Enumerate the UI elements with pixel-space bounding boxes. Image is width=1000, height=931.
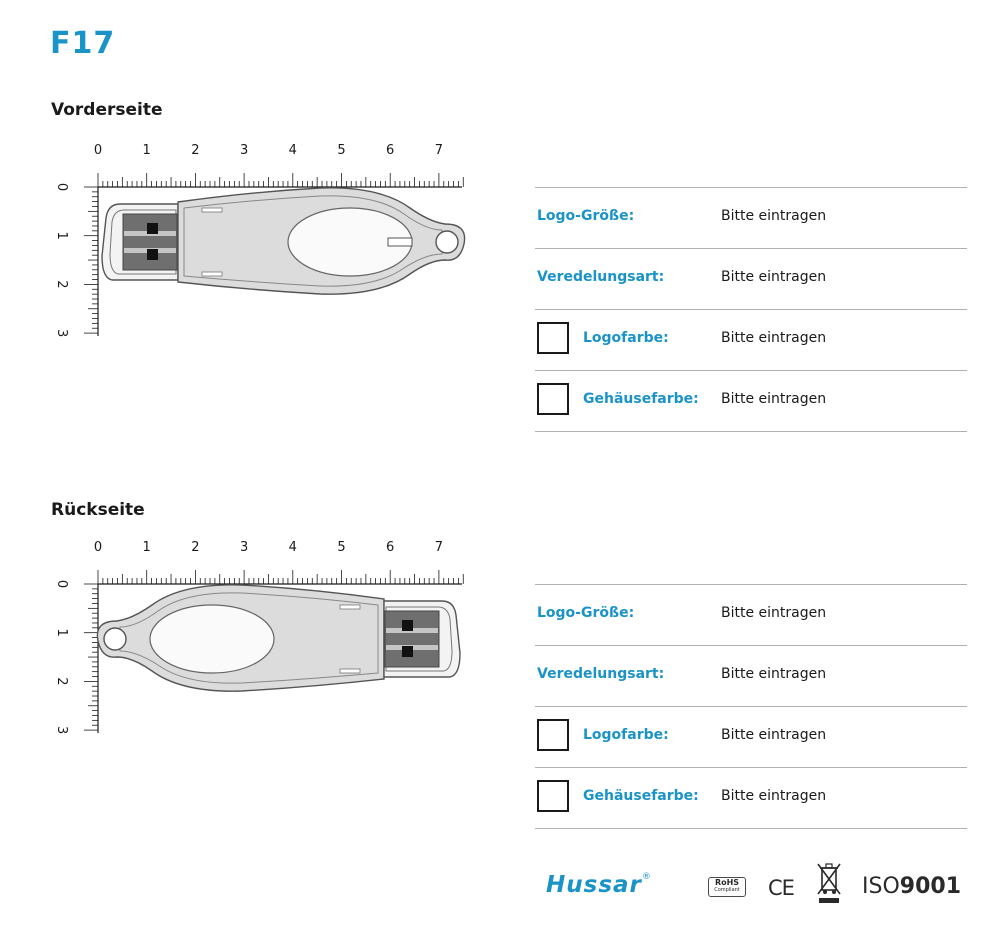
- front-case-color-swatch[interactable]: [537, 383, 569, 415]
- ruler-top-label: 7: [434, 540, 444, 555]
- brand-registered-mark: ®: [641, 872, 652, 882]
- front-case-color-label: Gehäusefarbe:: [583, 391, 699, 407]
- ruler-left-label: 1: [54, 628, 69, 637]
- ruler-top-label: 2: [191, 540, 200, 555]
- back-case-color-swatch[interactable]: [537, 780, 569, 812]
- back-finish-row: [535, 645, 967, 706]
- back-logo-color-swatch[interactable]: [537, 719, 569, 751]
- back-section-title: Rückseite: [51, 500, 145, 520]
- front-ruler-left: [54, 183, 98, 337]
- ruler-top-label: 1: [142, 540, 151, 555]
- ruler-top-label: 5: [337, 540, 346, 555]
- front-logo-color-label: Logofarbe:: [583, 330, 669, 346]
- back-usb-drawing: [50, 533, 470, 743]
- ruler-top-label: 4: [288, 143, 297, 158]
- front-finish-value[interactable]: Bitte eintragen: [721, 269, 827, 285]
- back-logo-color-row: [535, 706, 967, 767]
- footer-certifications: [546, 862, 966, 912]
- front-finish-label: Veredelungsart:: [537, 269, 665, 285]
- front-usb-body: [102, 188, 465, 294]
- ruler-top-label: 1: [142, 143, 151, 158]
- ce-mark: CE: [768, 876, 794, 900]
- ruler-top-label: 3: [239, 540, 249, 555]
- front-drawing-svg: [50, 136, 470, 346]
- back-ruler-top: [94, 540, 463, 584]
- brand-logo: [546, 872, 652, 898]
- ruler-left-label: 2: [54, 280, 69, 289]
- back-finish-label: Veredelungsart:: [537, 666, 665, 682]
- ruler-top-label: 6: [386, 540, 395, 555]
- back-drawing-svg: [50, 533, 470, 743]
- back-logo-size-row: [535, 584, 967, 645]
- front-logo-color-row: [535, 309, 967, 370]
- ruler-left-label: 0: [54, 579, 69, 589]
- ruler-top-label: 0: [93, 143, 103, 158]
- front-logo-color-swatch[interactable]: [537, 322, 569, 354]
- ruler-left-label: 2: [54, 677, 69, 686]
- front-finish-row: [535, 248, 967, 309]
- front-case-color-value[interactable]: Bitte eintragen: [721, 391, 827, 407]
- back-logo-color-value[interactable]: Bitte eintragen: [721, 727, 827, 743]
- ruler-top-label: 0: [93, 540, 103, 555]
- back-logo-color-label: Logofarbe:: [583, 727, 669, 743]
- front-logo-size-row: [535, 187, 967, 248]
- front-logo-size-label: Logo-Größe:: [537, 208, 635, 224]
- back-case-color-label: Gehäusefarbe:: [583, 788, 699, 804]
- back-spec-table: [535, 584, 967, 829]
- iso-9001-mark: [862, 874, 961, 899]
- rohs-title: RoHS: [714, 878, 740, 887]
- front-logo-size-value[interactable]: Bitte eintragen: [721, 208, 827, 224]
- back-finish-value[interactable]: Bitte eintragen: [721, 666, 827, 682]
- back-ruler-left: [54, 580, 98, 734]
- front-spec-table: [535, 187, 967, 432]
- ruler-top-label: 5: [337, 143, 346, 158]
- back-case-color-row: [535, 767, 967, 829]
- page-title: F17: [50, 26, 116, 61]
- ruler-top-label: 3: [239, 143, 249, 158]
- front-ruler-top: [94, 143, 463, 187]
- back-case-color-value[interactable]: Bitte eintragen: [721, 788, 827, 804]
- ruler-left-label: 3: [54, 328, 69, 338]
- back-logo-size-value[interactable]: Bitte eintragen: [721, 605, 827, 621]
- weee-bin-icon: [816, 862, 842, 904]
- rohs-badge: [708, 877, 746, 897]
- ruler-top-label: 4: [288, 540, 297, 555]
- ruler-left-label: 1: [54, 231, 69, 240]
- brand-name: Hussar: [546, 872, 642, 898]
- front-section-title: Vorderseite: [51, 100, 163, 120]
- ruler-left-label: 3: [54, 725, 69, 735]
- ruler-top-label: 6: [386, 143, 395, 158]
- back-usb-body: [97, 585, 460, 691]
- ruler-left-label: 0: [54, 182, 69, 192]
- ruler-top-label: 7: [434, 143, 444, 158]
- front-logo-color-value[interactable]: Bitte eintragen: [721, 330, 827, 346]
- iso-prefix: ISO: [862, 874, 900, 899]
- ruler-top-label: 2: [191, 143, 200, 158]
- front-usb-drawing: [50, 136, 470, 346]
- front-case-color-row: [535, 370, 967, 432]
- iso-number: 9001: [899, 874, 962, 899]
- back-logo-size-label: Logo-Größe:: [537, 605, 635, 621]
- rohs-subtitle: Compliant: [714, 887, 740, 893]
